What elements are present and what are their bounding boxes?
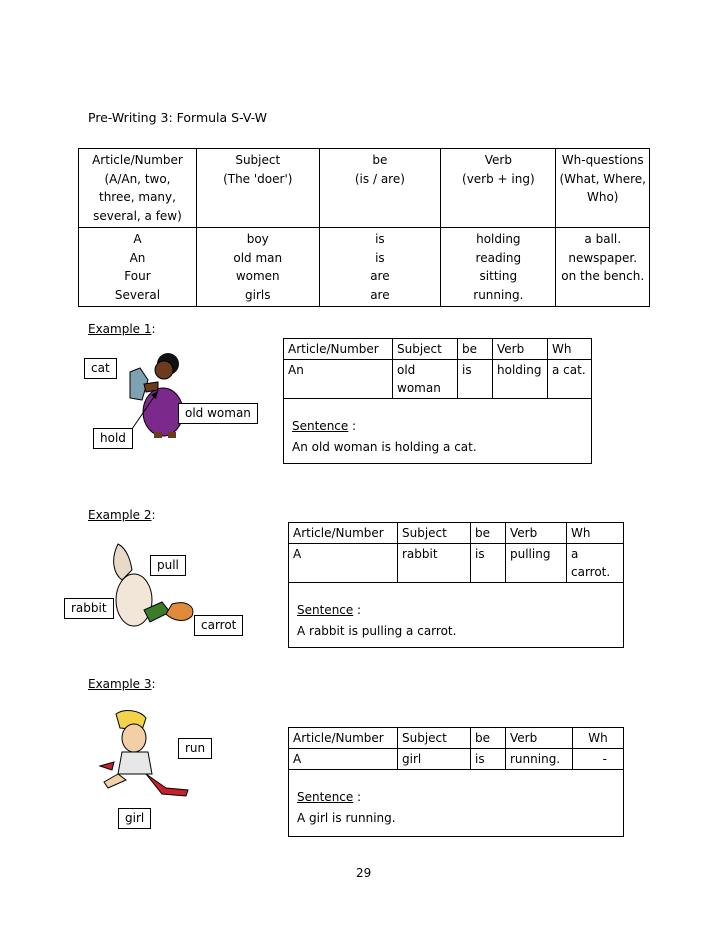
header-verb: Verb (verb + ing) [441, 149, 556, 228]
formula-table [78, 148, 650, 307]
ex2-cell-be: is [471, 544, 506, 583]
ex3-header-verb: Verb [506, 728, 573, 749]
formula-body-row [79, 228, 650, 307]
col-wh: a ball. newspaper. on the bench. [556, 228, 650, 307]
label-hold: hold [93, 428, 133, 449]
ex2-cell-verb: pulling [506, 544, 567, 583]
header-article-number: Article/Number (A/An, two, three, many, several, a few) [79, 149, 197, 228]
ex3-header-subject: Subject [398, 728, 471, 749]
example-3-label: Example 3: [88, 677, 156, 691]
ex2-cell-article: A [289, 544, 398, 583]
hold-arrow-icon [120, 385, 165, 435]
ex1-header-be: be [458, 339, 493, 360]
ex1-header-verb: Verb [493, 339, 548, 360]
ex1-sentence-label: Sentence [292, 419, 349, 433]
ex1-header-wh: Wh [548, 339, 592, 360]
ex2-header-subject: Subject [398, 523, 471, 544]
page-title: Pre-Writing 3: Formula S-V-W [88, 110, 268, 125]
ex1-cell-verb: holding [493, 360, 548, 399]
label-pull: pull [150, 555, 186, 576]
header-be: be (is / are) [319, 149, 441, 228]
label-old-woman: old woman [178, 403, 258, 424]
ex1-cell-subject: old woman [393, 360, 458, 399]
ex1-header-article: Article/Number [284, 339, 393, 360]
label-girl: girl [118, 808, 151, 829]
ex2-cell-subject: rabbit [398, 544, 471, 583]
col-verb: holding reading sitting running. [441, 228, 556, 307]
example-2-table [289, 523, 623, 583]
ex2-header-be: be [471, 523, 506, 544]
ex2-header-article: Article/Number [289, 523, 398, 544]
ex1-sentence: An old woman is holding a cat. [292, 440, 477, 454]
ex1-cell-wh: a cat. [548, 360, 592, 399]
label-carrot: carrot [194, 615, 243, 636]
header-wh-questions: Wh-questions (What, Where, Who) [556, 149, 650, 228]
example-1-table [284, 339, 591, 399]
example-3-table [289, 728, 623, 770]
ex3-cell-article: A [289, 749, 398, 770]
col-subject: boy old man women girls [196, 228, 319, 307]
ex1-cell-article: An [284, 360, 393, 399]
example-2-box: Article/Number Subject be Verb Wh A rabbit is pulling a carrot. Sentence : A rabbit is pulling a carrot. [288, 522, 624, 648]
ex2-cell-wh: a carrot. [567, 544, 624, 583]
ex2-sentence-label: Sentence [297, 603, 354, 617]
ex3-header-wh: Wh [573, 728, 624, 749]
ex3-header-be: be [471, 728, 506, 749]
ex2-header-wh: Wh [567, 523, 624, 544]
ex3-sentence: A girl is running. [297, 811, 396, 825]
example-3-box: Article/Number Subject be Verb Wh A girl is running. - Sentence : A girl is running. [288, 727, 624, 837]
example-1-label: Example 1: [88, 322, 156, 336]
col-be: is is are are [319, 228, 441, 307]
ex3-cell-be: is [471, 749, 506, 770]
col-article-number: A An Four Several [79, 228, 197, 307]
example-2-label: Example 2: [88, 508, 156, 522]
ex3-sentence-label: Sentence [297, 790, 354, 804]
ex3-cell-subject: girl [398, 749, 471, 770]
page-number: 29 [356, 866, 372, 880]
ex3-cell-wh: - [573, 749, 624, 770]
header-subject: Subject (The 'doer') [196, 149, 319, 228]
ex2-header-verb: Verb [506, 523, 567, 544]
label-run: run [178, 738, 212, 759]
ex1-cell-be: is [458, 360, 493, 399]
ex2-sentence: A rabbit is pulling a carrot. [297, 624, 457, 638]
ex1-header-subject: Subject [393, 339, 458, 360]
ex3-header-article: Article/Number [289, 728, 398, 749]
label-rabbit: rabbit [64, 598, 114, 619]
label-cat: cat [84, 358, 117, 379]
ex3-cell-verb: running. [506, 749, 573, 770]
formula-header-row [79, 149, 650, 228]
example-1-box: Article/Number Subject be Verb Wh An old woman is holding a cat. Sentence : An old woman is holding a cat. [283, 338, 592, 464]
